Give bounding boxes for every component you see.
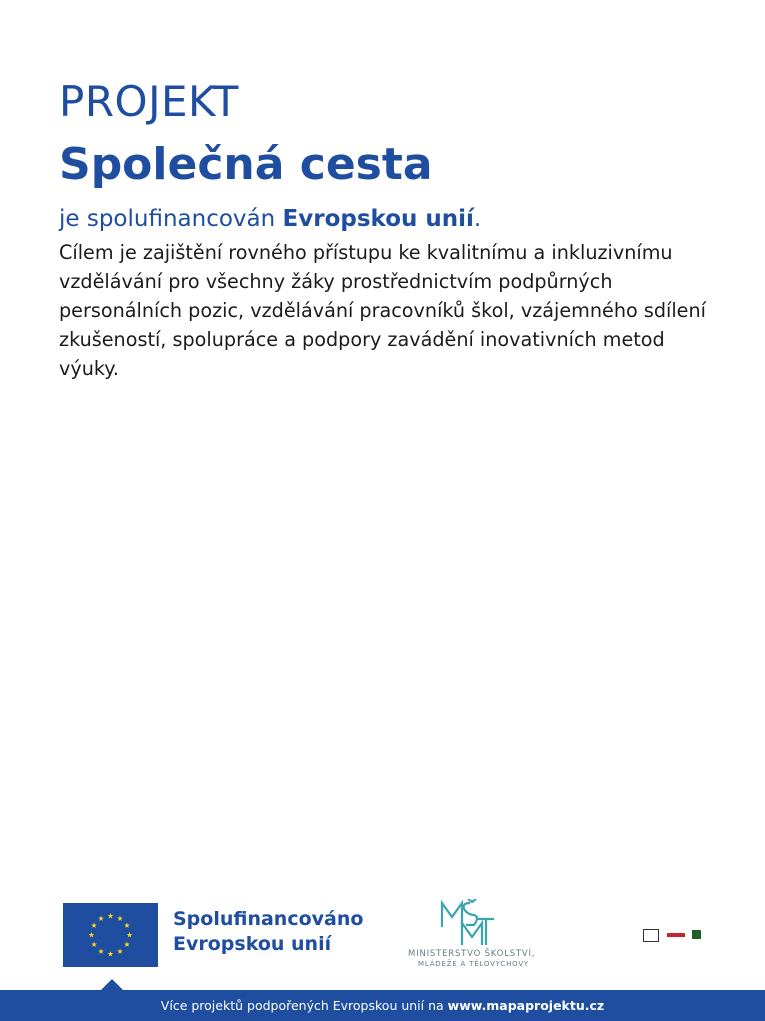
project-name: Společná cesta bbox=[59, 139, 433, 190]
eu-star bbox=[98, 948, 104, 953]
partner-logos bbox=[640, 927, 710, 943]
logo-strip bbox=[0, 895, 765, 985]
eu-star bbox=[91, 942, 97, 947]
partner-logo-3-icon bbox=[692, 930, 701, 939]
eu-star bbox=[117, 948, 123, 953]
eu-star bbox=[127, 932, 133, 937]
eu-stars-icon bbox=[63, 903, 158, 967]
project-label: PROJEKT bbox=[59, 77, 239, 126]
eu-star bbox=[124, 923, 130, 928]
eu-star bbox=[89, 932, 95, 937]
eu-star bbox=[124, 942, 130, 947]
msmt-name-line2: MLÁDEŽE A TĚLOVÝCHOVY bbox=[418, 960, 529, 968]
footer-bar bbox=[0, 990, 765, 1021]
poster-content bbox=[59, 76, 719, 383]
eu-flag-icon bbox=[63, 903, 158, 967]
eu-text-line2: Evropskou unií bbox=[173, 933, 332, 955]
msmt-logo bbox=[400, 899, 550, 979]
eu-star bbox=[108, 951, 114, 956]
cofinanced-prefix: je spolufinancován bbox=[59, 206, 283, 232]
cofinanced-suffix: . bbox=[473, 206, 482, 232]
eu-star bbox=[91, 923, 97, 928]
eu-star bbox=[117, 916, 123, 921]
partner-logo-2-icon bbox=[667, 933, 685, 937]
eu-star bbox=[98, 916, 104, 921]
project-description: Cílem je zajištění rovného přístupu ke kvalitnímu a inkluzivnímu vzdělávání pro všechny žáky prostřednictvím podpůrných personálních pozic, vzdělávání pracovníků škol, vzájemného sdílení zkušeností, spolupráce a podpory zavádění inovativních metod výuky. bbox=[59, 241, 706, 380]
eu-star bbox=[108, 913, 114, 918]
footer-link[interactable]: www.mapaprojektu.cz bbox=[447, 998, 605, 1013]
footer-text: Více projektů podpořených Evropskou unií na bbox=[160, 998, 448, 1013]
cofinanced-eu: Evropskou unií bbox=[282, 206, 474, 232]
eu-text-line1: Spolufinancováno bbox=[173, 908, 364, 930]
msmt-name-line1: MINISTERSTVO ŠKOLSTVÍ, bbox=[408, 949, 536, 959]
footer-pointer bbox=[101, 979, 123, 990]
partner-logo-1-icon bbox=[643, 929, 659, 942]
msmt-mark-icon bbox=[440, 899, 496, 947]
eu-cofinanced-text bbox=[173, 907, 363, 957]
cofinanced-statement bbox=[59, 204, 719, 234]
